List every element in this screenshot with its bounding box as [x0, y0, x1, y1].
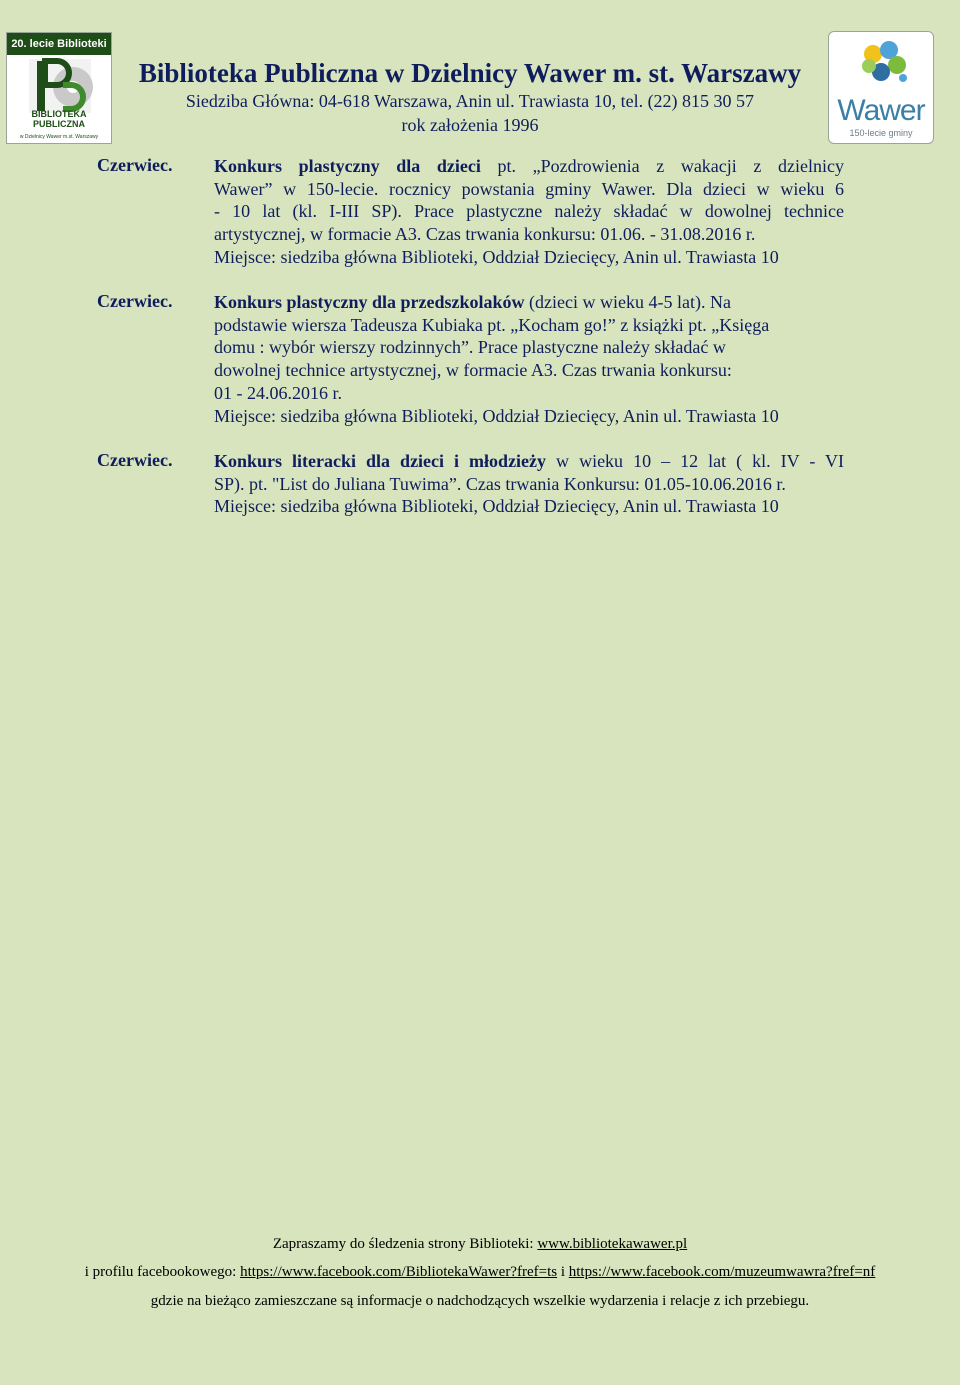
facebook-library-link[interactable]: https://www.facebook.com/BibliotekaWawer?fref=ts	[240, 1264, 558, 1280]
logo-left-subtitle: w Dzielnicy Wawer m.st. Warszawy	[19, 134, 99, 140]
contest-title: Konkurs literacki dla dzieci i młodzieży	[214, 451, 547, 471]
entry-line-rest: w wieku 10 – 12 lat ( kl. IV - VI	[546, 451, 844, 471]
entry-line-rest: pt. „Pozdrowienia z wakacji z dzielnicy	[480, 156, 844, 176]
entry-line: artystycznej, w formacie A3. Czas trwania konkursu: 01.06. - 31.08.2016 r.	[214, 224, 756, 245]
logo-right-name: Wawer	[837, 94, 925, 127]
entry-line	[214, 291, 844, 314]
contest-title: Konkurs plastyczny dla dzieci	[214, 156, 481, 176]
footer-text: i profilu facebookowego:	[84, 1264, 241, 1280]
entry-line: SP). pt. "List do Juliana Tuwima”. Czas trwania Konkursu: 01.05-10.06.2016 r.	[214, 473, 786, 494]
footer-text: Zapraszamy do śledzenia strony Biblioteki:	[272, 1236, 538, 1252]
footer-line-facebook	[0, 1264, 960, 1281]
contest-entry	[214, 155, 844, 269]
entry-location: Miejsce: siedziba główna Biblioteki, Oddział Dziecięcy, Anin ul. Trawiasta 10	[214, 405, 779, 426]
contest-entry	[214, 291, 844, 427]
founded-year: rok założenia 1996	[401, 115, 539, 135]
logo-right-subtitle: 150-lecie gminy	[849, 128, 913, 138]
entry-line	[214, 450, 844, 473]
footer-text: i	[557, 1264, 569, 1280]
library-address: Siedziba Główna: 04-618 Warszawa, Anin ul. Trawiasta 10, tel. (22) 815 30 57	[185, 91, 755, 111]
facebook-museum-link[interactable]: https://www.facebook.com/muzeumwawra?fref=nf	[568, 1264, 876, 1280]
entry-month: Czerwiec.	[97, 291, 173, 311]
library-website-link[interactable]: www.bibliotekawawer.pl	[537, 1236, 688, 1252]
entry-line-rest: (dzieci w wieku 4-5 lat). Na	[524, 292, 731, 312]
entry-line	[214, 155, 844, 178]
entry-month: Czerwiec.	[97, 155, 173, 175]
contest-title: Konkurs plastyczny dla przedszkolaków	[214, 292, 525, 312]
entry-location: Miejsce: siedziba główna Biblioteki, Oddział Dziecięcy, Anin ul. Trawiasta 10	[214, 246, 779, 267]
entry-line: podstawie wiersza Tadeusza Kubiaka pt. „Kocham go!” z książki pt. „Księga	[214, 314, 770, 335]
entry-line: Wawer” w 150-lecie. rocznicy powstania gminy Wawer. Dla dzieci w wieku 6	[214, 178, 844, 199]
entry-line: dowolnej technice artystycznej, w formacie A3. Czas trwania konkursu:	[214, 360, 732, 381]
contest-entry	[214, 450, 844, 518]
entry-location: Miejsce: siedziba główna Biblioteki, Oddział Dziecięcy, Anin ul. Trawiasta 10	[214, 496, 779, 517]
entry-line: domu : wybór wierszy rodzinnych”. Prace plastyczne należy składać w	[214, 337, 726, 358]
footer-line-website	[0, 1236, 960, 1253]
page-title: Biblioteka Publiczna w Dzielnicy Wawer m. st. Warszawy	[138, 58, 802, 88]
entry-line: - 10 lat (kl. I-III SP). Prace plastyczne należy składać w dowolnej technice	[214, 201, 844, 222]
logo-left-band: 20. lecie Biblioteki	[7, 33, 111, 55]
entry-month: Czerwiec.	[97, 450, 173, 470]
logo-left-name: BIBLIOTEKA PUBLICZNA	[31, 109, 87, 129]
entry-line: 01 - 24.06.2016 r.	[214, 382, 342, 403]
footer-line-info: gdzie na bieżąco zamieszczane są informacje o nadchodzących wszelkie wydarzenia i relacje z ich przebiegu.	[150, 1293, 810, 1309]
